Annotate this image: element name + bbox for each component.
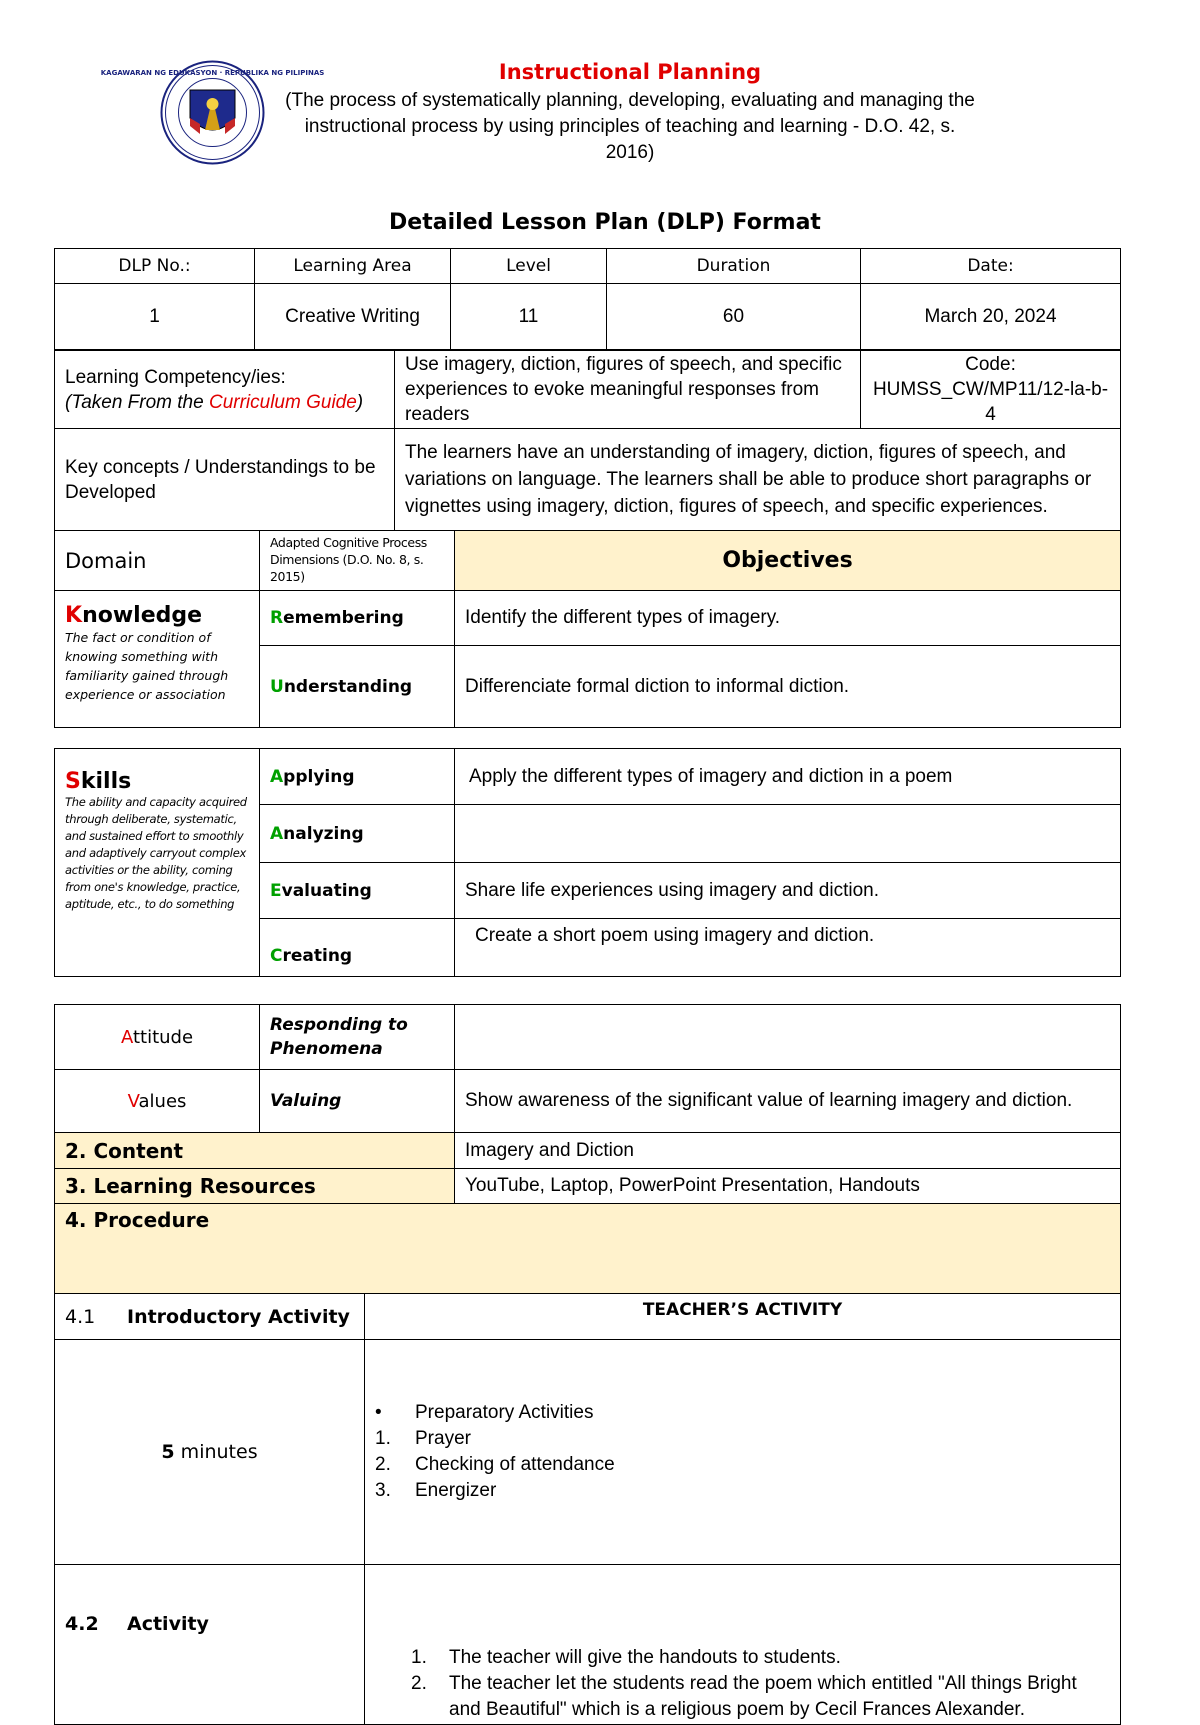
preparatory-bullet: • Preparatory Activities xyxy=(375,1402,594,1423)
affective-table xyxy=(54,1004,1121,1294)
level-understanding: Understanding xyxy=(260,646,455,728)
knowledge-table xyxy=(54,530,1121,728)
competency-note-prefix: (Taken From the xyxy=(65,391,209,413)
activity-step-1: 1. The teacher will give the handouts to students. xyxy=(411,1647,841,1668)
level-remembering: Remembering xyxy=(260,591,455,646)
level-evaluating: Evaluating xyxy=(260,863,455,919)
skills-description: The ability and capacity acquired through deliberate, systematic, and sustained effort to smoothly and adaptively carryout complex activities or the ability, coming from one's knowledge, practice, aptitude, etc., to do something xyxy=(65,795,247,911)
competency-table xyxy=(54,350,1121,531)
page-subtitle: (The process of systematically planning, developing, evaluating and managing the instructional process by using principles of teaching and learning - D.O. 42, s. 2016) xyxy=(285,90,975,163)
objective-evaluating: Share life experiences using imagery and diction. xyxy=(455,863,1121,919)
deped-seal xyxy=(100,60,325,165)
competency-label-cell xyxy=(55,351,395,429)
objective-analyzing xyxy=(455,805,1121,863)
objective-creating: Create a short poem using imagery and diction. xyxy=(455,919,1121,977)
key-concepts-text: The learners have an understanding of imagery, diction, figures of speech, and variations on language. The learners shall be able to produce short paragraphs or vignettes using imagery, diction, figures of speech, and specific experiences. xyxy=(395,429,1121,531)
level-creating: Creating xyxy=(260,919,455,977)
competency-text: Use imagery, diction, figures of speech, and specific experiences to evoke meaningful responses from readers xyxy=(395,351,861,429)
competency-code-cell xyxy=(861,351,1121,429)
level-responding: Responding to Phenomena xyxy=(260,1005,455,1070)
knowledge-title: Knowledge xyxy=(65,603,203,628)
value-dlp-no: 1 xyxy=(55,284,255,350)
code-value: HUMSS_CW/MP11/12-la-b-4 xyxy=(872,379,1109,425)
document-title: Detailed Lesson Plan (DLP) Format xyxy=(389,210,821,235)
intro-step-3: 3. Energizer xyxy=(375,1480,497,1501)
value-duration: 60 xyxy=(607,284,861,350)
objectives-header: Objectives xyxy=(455,531,1121,591)
activity-label-cell xyxy=(55,1565,365,1725)
competency-note-suffix: ) xyxy=(356,391,364,413)
level-valuing: Valuing xyxy=(260,1070,455,1133)
teacher-activity-header: TEACHER’S ACTIVITY xyxy=(365,1294,1121,1340)
intro-step-2: 2. Checking of attendance xyxy=(375,1454,615,1475)
content-label: 2. Content xyxy=(55,1133,455,1169)
header-level: Level xyxy=(451,249,607,284)
knowledge-description: The fact or condition of knowing something with familiarity gained through experience or association xyxy=(65,630,229,702)
objective-applying: Apply the different types of imagery and diction in a poem xyxy=(455,749,1121,805)
activity-steps-cell xyxy=(365,1565,1121,1725)
level-analyzing: Analyzing xyxy=(260,805,455,863)
competency-label: Learning Competency/ies: xyxy=(65,366,286,388)
page-title: Instructional Planning xyxy=(498,60,762,84)
activity-label: Activity xyxy=(127,1613,209,1635)
value-level: 11 xyxy=(451,284,607,350)
resources-value: YouTube, Laptop, PowerPoint Presentation, Handouts xyxy=(455,1169,1121,1204)
skills-domain-cell xyxy=(55,749,260,977)
attitude-domain: Attitude xyxy=(55,1005,260,1070)
dlp-info-table xyxy=(54,248,1121,350)
knowledge-domain-cell xyxy=(55,591,260,728)
header-dlp-no: DLP No.: xyxy=(55,249,255,284)
activity-number: 4.2 xyxy=(65,1613,99,1635)
objective-remembering: Identify the different types of imagery. xyxy=(455,591,1121,646)
intro-label: Introductory Activity xyxy=(127,1305,350,1328)
svg-text:KAGAWARAN NG EDUKASYON · REPUB: KAGAWARAN NG EDUKASYON · REPUBLIKA NG PILIPINAS xyxy=(100,69,325,77)
intro-number: 4.1 xyxy=(65,1305,96,1328)
objective-values: Show awareness of the significant value of learning imagery and diction. xyxy=(455,1070,1121,1133)
header-duration: Duration xyxy=(607,249,861,284)
code-label: Code: xyxy=(965,354,1016,375)
domain-header: Domain xyxy=(55,531,260,591)
objective-attitude xyxy=(455,1005,1121,1070)
adapted-header: Adapted Cognitive Process Dimensions (D.O. No. 8, s. 2015) xyxy=(260,531,455,591)
curriculum-guide-link: Curriculum Guide xyxy=(208,391,357,413)
activity-step-2: 2. The teacher let the students read the poem which entitled "All things Bright and Beautiful" which is a religious poem by Cecil Frances Alexander. xyxy=(411,1673,1077,1720)
key-concepts-label: Key concepts / Understandings to be Developed xyxy=(55,429,395,531)
intro-time: 5 minutes xyxy=(55,1340,365,1565)
header-date: Date: xyxy=(861,249,1121,284)
procedure-table xyxy=(54,1293,1121,1725)
value-date: March 20, 2024 xyxy=(861,284,1121,350)
intro-activity-label-cell xyxy=(55,1294,365,1340)
resources-label: 3. Learning Resources xyxy=(55,1169,455,1204)
skills-title: Skills xyxy=(65,769,132,794)
skills-table xyxy=(54,748,1121,977)
value-learning-area: Creative Writing xyxy=(255,284,451,350)
content-value: Imagery and Diction xyxy=(455,1133,1121,1169)
intro-step-1: 1. Prayer xyxy=(375,1428,471,1449)
values-domain: Values xyxy=(55,1070,260,1133)
header-learning-area: Learning Area xyxy=(255,249,451,284)
procedure-label: 4. Procedure xyxy=(55,1204,1121,1294)
intro-activities-cell xyxy=(365,1340,1121,1565)
level-applying: Applying xyxy=(260,749,455,805)
objective-understanding: Differenciate formal diction to informal diction. xyxy=(455,646,1121,728)
